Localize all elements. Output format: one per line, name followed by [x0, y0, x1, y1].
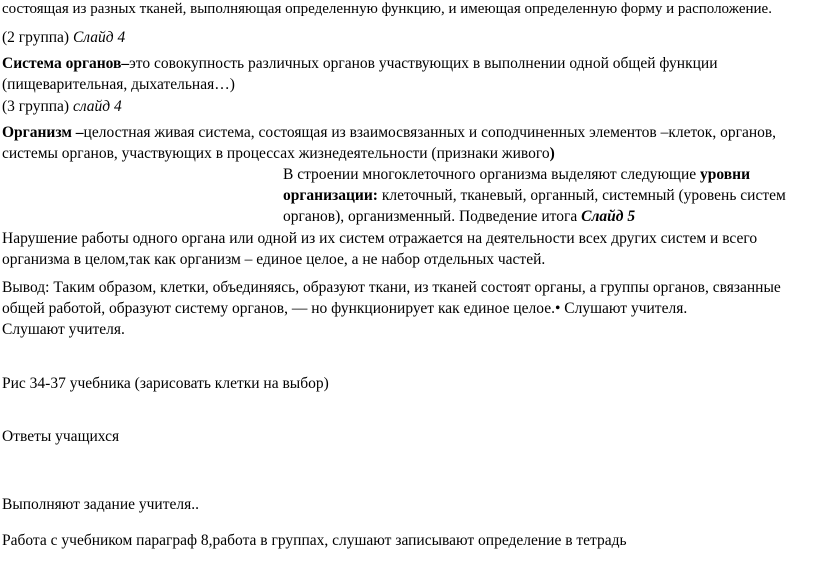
bullet-icon: • — [554, 300, 561, 317]
levels-intro: В строении многоклеточного организма выделяют следующие — [283, 166, 697, 183]
listen-teacher-line: Слушают учителя. — [2, 321, 125, 338]
paragraph-text: состоящая из разных тканей, выполняющая определенную функцию, и имеющая определенную форму и расположение. — [2, 1, 772, 17]
slide-label: Слайд 4 — [72, 29, 126, 46]
slide-label: Слайд 5 — [581, 208, 636, 225]
paragraph-group-2 — [2, 27, 812, 48]
levels-list: клеточный, тканевый, органный, системный (уровень систем органов), организменный. Подведение итога — [283, 187, 786, 225]
listen-teacher-text: Слушают учителя. — [564, 300, 688, 317]
paragraph-student-answers — [2, 426, 812, 447]
paragraph-text: Рис 34-37 учебника (зарисовать клетки на выбор) — [2, 375, 329, 392]
definition-text: целостная живая система, состоящая из взаимосвязанных и соподчиненных элементов –клеток, органов, системы органов, участвующих в процессах жизнедеятельности (признаки живого — [2, 124, 777, 162]
paragraph-disruption — [2, 228, 812, 270]
conclusion-text: Вывод: Таким образом, клетки, объединяясь, образуют ткани, из тканей состоят органы, а группы органов, связанные общей работой, образуют систему органов, — но функционирует как единое целое. — [2, 279, 781, 317]
closing-paren: ) — [549, 145, 555, 162]
paragraph-organization-levels — [2, 164, 812, 227]
term-organ-system: Система органов– — [2, 55, 130, 72]
term-organization-levels: уровни организации: — [283, 166, 750, 204]
paragraph-text: Работа с учебником параграф 8,работа в группах, слушают записывают определение в тетрадь — [2, 532, 627, 549]
group-label: (2 группа) — [2, 29, 70, 46]
paragraph-textbook-figures — [2, 373, 812, 394]
paragraph-textbook-work — [2, 530, 812, 551]
paragraph-organ-system — [2, 53, 812, 95]
paragraph-do-task — [2, 494, 812, 515]
paragraph-conclusion — [2, 277, 812, 340]
group-label: (3 группа) — [2, 98, 70, 115]
paragraph-text: Ответы учащихся — [2, 428, 120, 445]
term-organism: Организм – — [2, 124, 84, 141]
paragraph-organism — [2, 122, 812, 164]
paragraph-group-3 — [2, 96, 812, 117]
paragraph-tissue-definition — [2, 0, 812, 20]
slide-label: слайд 4 — [72, 98, 122, 115]
paragraph-text: Выполняют задание учителя.. — [2, 496, 199, 513]
definition-text: это совокупность различных органов участвующих в выполнении одной общей функции (пищеварительная, дыхательная…) — [2, 55, 718, 93]
paragraph-text: Нарушение работы одного органа или одной из их систем отражается на деятельности всех других систем и всего организма в целом,так как организм – единое целое, а не набор отдельных частей. — [2, 230, 758, 268]
